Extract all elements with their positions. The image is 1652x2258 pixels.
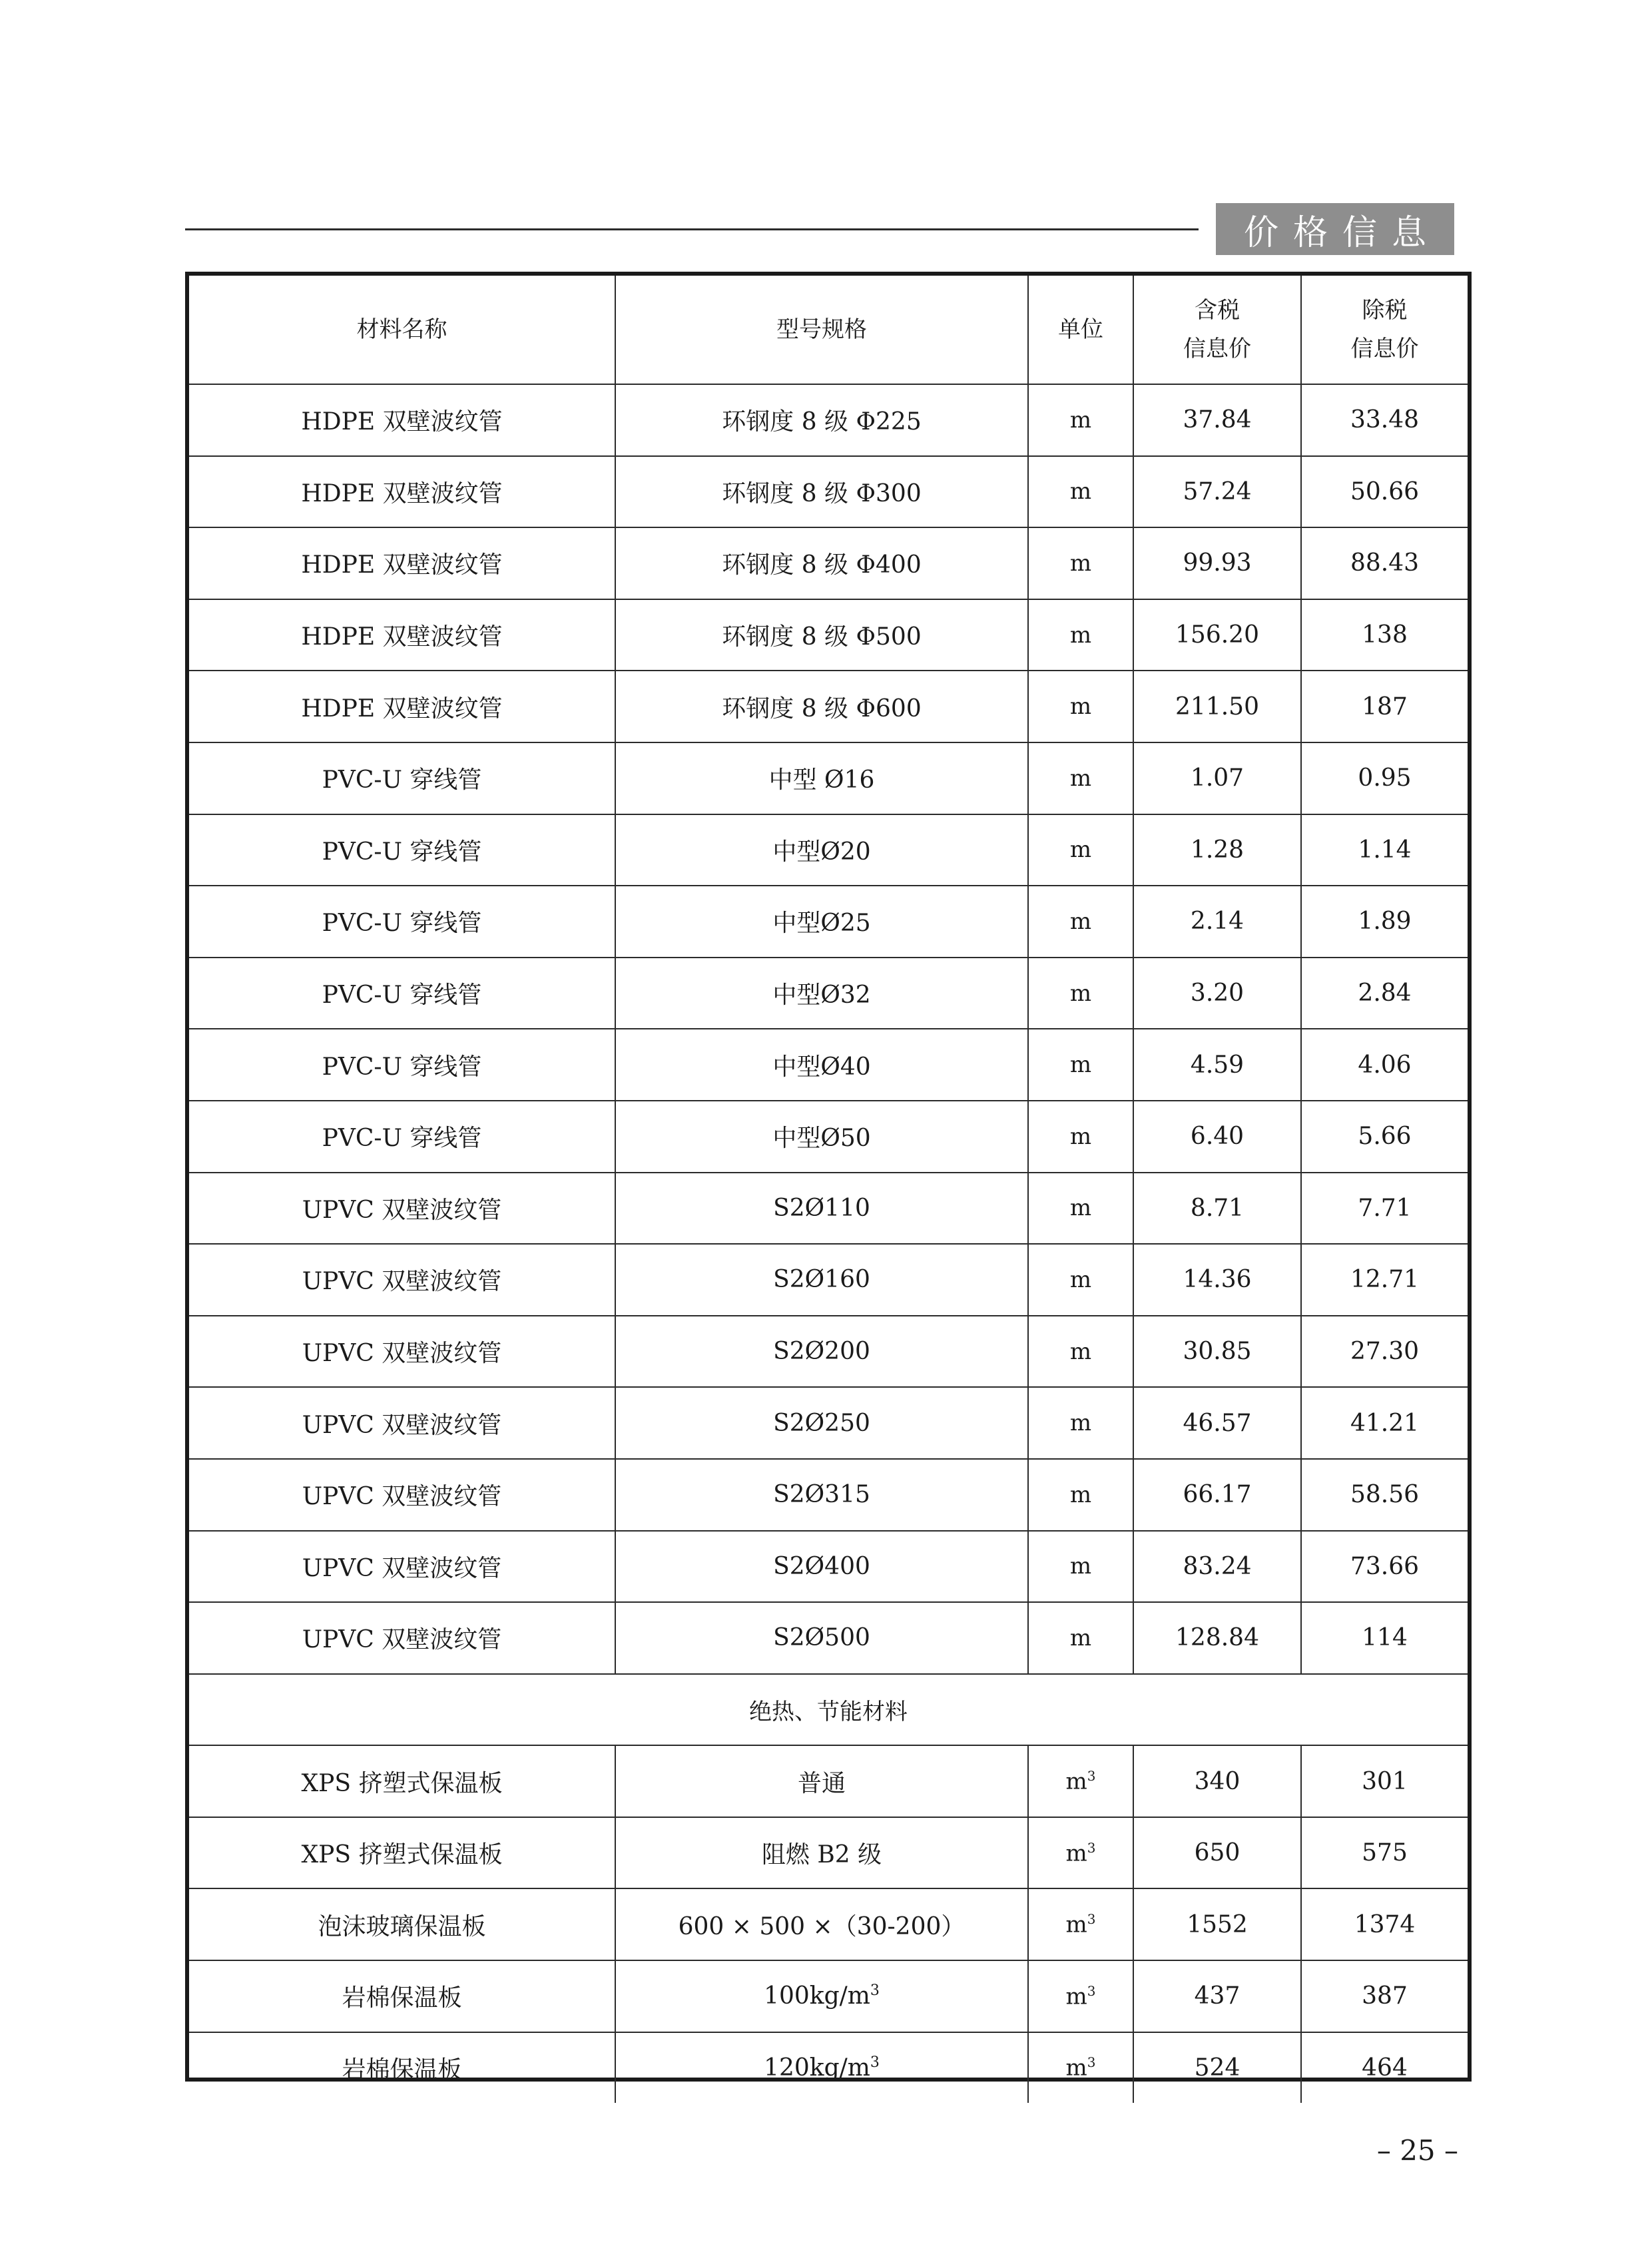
cell-spec xyxy=(615,1531,1028,1603)
cell-unit xyxy=(1028,1531,1133,1603)
cell-tax-price-text: 128.84 xyxy=(1175,1624,1259,1652)
cell-spec-text: S2Ø200 xyxy=(773,1338,870,1366)
cell-tax-price-text: 8.71 xyxy=(1190,1194,1244,1222)
cell-material-name-text: PVC-U 穿线管 xyxy=(322,766,482,794)
cell-spec xyxy=(615,1888,1028,1960)
cell-tax-price xyxy=(1133,1244,1301,1316)
cell-spec xyxy=(615,814,1028,886)
cell-unit xyxy=(1028,1387,1133,1459)
cell-unit-text: m xyxy=(1065,1839,1087,1866)
table-row xyxy=(189,1029,1468,1101)
cell-material-name xyxy=(189,527,615,599)
cell-spec xyxy=(615,1173,1028,1245)
cell-unit xyxy=(1028,1029,1133,1101)
cell-material-name-text: 岩棉保温板 xyxy=(342,2056,462,2084)
cell-spec-text: 环钢度 8 级 Φ400 xyxy=(722,551,922,579)
cell-spec-text: S2Ø250 xyxy=(773,1409,870,1437)
cell-notax-price xyxy=(1301,384,1468,456)
section-row xyxy=(189,1674,1468,1746)
cell-material-name xyxy=(189,384,615,456)
cell-unit-text: m xyxy=(1069,1410,1092,1437)
cell-spec xyxy=(615,1244,1028,1316)
cell-spec-text: 中型Ø25 xyxy=(772,910,871,938)
cell-spec-text: 中型Ø20 xyxy=(772,838,871,866)
cell-notax-price xyxy=(1301,1602,1468,1674)
cell-material-name xyxy=(189,1244,615,1316)
cell-spec-text: S2Ø315 xyxy=(773,1481,870,1509)
cell-tax-price-text: 650 xyxy=(1194,1839,1240,1867)
table-row xyxy=(189,958,1468,1029)
table-row xyxy=(189,1387,1468,1459)
cell-tax-price-text: 4.59 xyxy=(1190,1051,1244,1079)
cell-tax-price xyxy=(1133,527,1301,599)
cell-spec-text: 普通 xyxy=(797,1769,846,1797)
cell-unit xyxy=(1028,456,1133,528)
page-number: – 25 – xyxy=(1376,2134,1458,2167)
cell-material-name-text: PVC-U 穿线管 xyxy=(322,982,482,1009)
cell-notax-price-text: 1.14 xyxy=(1358,836,1412,864)
cell-spec xyxy=(615,2032,1028,2104)
cell-tax-price xyxy=(1133,599,1301,671)
cell-notax-price-text: 387 xyxy=(1362,1982,1408,2010)
table-row xyxy=(189,599,1468,671)
cell-unit xyxy=(1028,1888,1133,1960)
cell-material-name xyxy=(189,886,615,958)
cell-spec xyxy=(615,742,1028,814)
table-row xyxy=(189,1531,1468,1603)
cell-tax-price xyxy=(1133,742,1301,814)
cell-tax-price xyxy=(1133,1602,1301,1674)
table-row xyxy=(189,1244,1468,1316)
cell-unit-text: m xyxy=(1069,1123,1092,1150)
cell-unit-text: m xyxy=(1065,1911,1087,1938)
cell-tax-price xyxy=(1133,1387,1301,1459)
cell-material-name-text: HDPE 双壁波纹管 xyxy=(301,623,503,651)
cell-unit-text: m xyxy=(1069,1051,1092,1079)
table-row xyxy=(189,1960,1468,2032)
cell-unit xyxy=(1028,599,1133,671)
cell-spec xyxy=(615,886,1028,958)
table-row xyxy=(189,1602,1468,1674)
table-row xyxy=(189,456,1468,528)
cell-material-name xyxy=(189,1745,615,1817)
cell-notax-price-text: 12.71 xyxy=(1350,1266,1420,1294)
cell-spec xyxy=(615,1602,1028,1674)
cell-unit xyxy=(1028,1960,1133,2032)
cell-material-name-text: 岩棉保温板 xyxy=(342,1984,462,2012)
cell-unit-superscript: 3 xyxy=(1087,1839,1096,1856)
cell-tax-price xyxy=(1133,958,1301,1029)
cell-material-name xyxy=(189,2032,615,2104)
cell-spec-superscript: 3 xyxy=(870,2054,880,2071)
table-row xyxy=(189,1745,1468,1817)
cell-material-name xyxy=(189,1602,615,1674)
cell-material-name-text: PVC-U 穿线管 xyxy=(322,838,482,866)
cell-unit xyxy=(1028,671,1133,742)
cell-notax-price-text: 575 xyxy=(1362,1839,1408,1867)
cell-material-name xyxy=(189,814,615,886)
cell-tax-price-text: 6.40 xyxy=(1190,1123,1244,1151)
cell-spec-text: S2Ø110 xyxy=(773,1194,870,1222)
cell-spec xyxy=(615,1316,1028,1388)
cell-tax-price xyxy=(1133,671,1301,742)
cell-spec xyxy=(615,958,1028,1029)
cell-material-name xyxy=(189,1960,615,2032)
price-table xyxy=(189,276,1468,2103)
cell-spec xyxy=(615,456,1028,528)
cell-unit-text: m xyxy=(1069,1195,1092,1222)
cell-tax-price-text: 211.50 xyxy=(1175,693,1259,720)
cell-unit xyxy=(1028,1602,1133,1674)
cell-material-name xyxy=(189,1101,615,1173)
cell-spec-text: 环钢度 8 级 Φ300 xyxy=(722,479,922,507)
cell-unit xyxy=(1028,958,1133,1029)
cell-unit-superscript: 3 xyxy=(1087,1982,1096,1999)
table-row xyxy=(189,1817,1468,1889)
cell-unit-superscript: 3 xyxy=(1087,2054,1096,2071)
cell-notax-price-text: 88.43 xyxy=(1350,549,1420,577)
cell-notax-price-text: 187 xyxy=(1362,693,1408,720)
cell-notax-price xyxy=(1301,599,1468,671)
cell-notax-price xyxy=(1301,671,1468,742)
cell-material-name xyxy=(189,1173,615,1245)
cell-tax-price xyxy=(1133,1531,1301,1603)
cell-unit xyxy=(1028,527,1133,599)
cell-tax-price-text: 30.85 xyxy=(1183,1338,1252,1366)
cell-unit xyxy=(1028,742,1133,814)
cell-spec xyxy=(615,1029,1028,1101)
header-rule xyxy=(185,228,1199,230)
cell-unit-text: m xyxy=(1069,549,1092,577)
cell-unit-superscript: 3 xyxy=(1087,1767,1096,1784)
cell-unit xyxy=(1028,1101,1133,1173)
cell-notax-price xyxy=(1301,1745,1468,1817)
cell-notax-price xyxy=(1301,1387,1468,1459)
cell-tax-price xyxy=(1133,1888,1301,1960)
cell-material-name-text: UPVC 双壁波纹管 xyxy=(302,1626,502,1654)
cell-notax-price xyxy=(1301,958,1468,1029)
cell-unit-text: m xyxy=(1069,980,1092,1007)
table-row xyxy=(189,814,1468,886)
cell-notax-price xyxy=(1301,1244,1468,1316)
cell-notax-price xyxy=(1301,1817,1468,1889)
cell-tax-price-text: 46.57 xyxy=(1183,1409,1252,1437)
cell-unit-superscript: 3 xyxy=(1087,1911,1096,1928)
cell-unit-text: m xyxy=(1069,621,1092,649)
cell-tax-price-text: 3.20 xyxy=(1190,980,1244,1007)
cell-material-name xyxy=(189,671,615,742)
cell-material-name-text: PVC-U 穿线管 xyxy=(322,910,482,938)
table-row xyxy=(189,742,1468,814)
cell-spec xyxy=(615,599,1028,671)
cell-notax-price-text: 464 xyxy=(1362,2054,1408,2082)
cell-material-name xyxy=(189,742,615,814)
table-row xyxy=(189,384,1468,456)
cell-notax-price-text: 41.21 xyxy=(1350,1409,1420,1437)
cell-tax-price xyxy=(1133,1745,1301,1817)
cell-unit-text: m xyxy=(1069,908,1092,935)
cell-material-name-text: UPVC 双壁波纹管 xyxy=(302,1411,502,1439)
cell-material-name-text: UPVC 双壁波纹管 xyxy=(302,1268,502,1296)
cell-unit-text: m xyxy=(1069,836,1092,864)
cell-spec-text: 120kg/m xyxy=(764,2054,870,2082)
table-row xyxy=(189,527,1468,599)
cell-unit-text: m xyxy=(1069,764,1092,792)
table-row xyxy=(189,671,1468,742)
cell-material-name-text: XPS 挤塑式保温板 xyxy=(301,1841,503,1869)
cell-unit-text: m xyxy=(1065,1983,1087,2010)
cell-notax-price xyxy=(1301,814,1468,886)
cell-unit xyxy=(1028,814,1133,886)
cell-notax-price xyxy=(1301,456,1468,528)
cell-spec xyxy=(615,1387,1028,1459)
column-header-notax-price: 除税 信息价 xyxy=(1301,276,1468,384)
cell-notax-price-text: 58.56 xyxy=(1350,1481,1420,1509)
cell-material-name-text: UPVC 双壁波纹管 xyxy=(302,1554,502,1582)
cell-tax-price-text: 156.20 xyxy=(1175,621,1259,649)
cell-notax-price xyxy=(1301,1316,1468,1388)
cell-spec xyxy=(615,1459,1028,1531)
cell-notax-price-text: 50.66 xyxy=(1350,477,1420,505)
cell-unit xyxy=(1028,886,1133,958)
column-header-unit: 单位 xyxy=(1028,276,1133,384)
cell-notax-price xyxy=(1301,1173,1468,1245)
table-body xyxy=(189,384,1468,2103)
cell-tax-price xyxy=(1133,1960,1301,2032)
cell-material-name-text: HDPE 双壁波纹管 xyxy=(301,408,503,436)
cell-tax-price xyxy=(1133,1173,1301,1245)
cell-material-name xyxy=(189,1029,615,1101)
cell-spec xyxy=(615,1960,1028,2032)
cell-tax-price xyxy=(1133,886,1301,958)
cell-spec-text: 中型Ø40 xyxy=(772,1053,871,1081)
cell-tax-price-text: 2.14 xyxy=(1190,908,1244,936)
cell-material-name-text: XPS 挤塑式保温板 xyxy=(301,1769,503,1797)
cell-material-name xyxy=(189,1387,615,1459)
cell-notax-price xyxy=(1301,2032,1468,2104)
cell-notax-price xyxy=(1301,1531,1468,1603)
cell-notax-price xyxy=(1301,527,1468,599)
cell-unit xyxy=(1028,1817,1133,1889)
cell-material-name-text: PVC-U 穿线管 xyxy=(322,1053,482,1081)
cell-tax-price-text: 1.07 xyxy=(1190,764,1244,792)
cell-material-name xyxy=(189,958,615,1029)
cell-spec-text: S2Ø400 xyxy=(773,1552,870,1580)
cell-tax-price-text: 340 xyxy=(1194,1767,1240,1795)
cell-notax-price-text: 301 xyxy=(1362,1767,1408,1795)
cell-unit xyxy=(1028,1745,1133,1817)
table-row xyxy=(189,886,1468,958)
cell-material-name xyxy=(189,1888,615,1960)
cell-material-name-text: HDPE 双壁波纹管 xyxy=(301,695,503,722)
cell-notax-price xyxy=(1301,1029,1468,1101)
cell-material-name-text: PVC-U 穿线管 xyxy=(322,1125,482,1153)
table-header-row xyxy=(189,276,1468,384)
cell-spec-text: 环钢度 8 级 Φ225 xyxy=(722,408,922,436)
cell-spec-text: 中型Ø50 xyxy=(772,1125,871,1153)
cell-spec-text: 环钢度 8 级 Φ600 xyxy=(722,695,922,722)
cell-spec-text: 环钢度 8 级 Φ500 xyxy=(722,623,922,651)
cell-notax-price xyxy=(1301,1459,1468,1531)
cell-notax-price-text: 7.71 xyxy=(1358,1194,1412,1222)
cell-notax-price xyxy=(1301,1960,1468,2032)
cell-unit xyxy=(1028,2032,1133,2104)
cell-notax-price xyxy=(1301,1888,1468,1960)
cell-unit xyxy=(1028,384,1133,456)
cell-notax-price-text: 5.66 xyxy=(1358,1123,1412,1151)
cell-spec-superscript: 3 xyxy=(870,1982,880,2000)
table-row xyxy=(189,1888,1468,1960)
cell-notax-price-text: 73.66 xyxy=(1350,1552,1420,1580)
cell-tax-price xyxy=(1133,1101,1301,1173)
cell-tax-price-text: 57.24 xyxy=(1183,477,1252,505)
cell-unit-text: m xyxy=(1069,1553,1092,1580)
cell-spec-text: S2Ø160 xyxy=(773,1266,870,1294)
cell-tax-price-text: 437 xyxy=(1194,1982,1240,2010)
cell-material-name-text: UPVC 双壁波纹管 xyxy=(302,1483,502,1511)
cell-tax-price xyxy=(1133,2032,1301,2104)
table-row xyxy=(189,1101,1468,1173)
cell-unit-text: m xyxy=(1065,2054,1087,2082)
cell-unit-text: m xyxy=(1065,1768,1087,1795)
cell-unit-text: m xyxy=(1069,1266,1092,1293)
cell-notax-price xyxy=(1301,1101,1468,1173)
cell-tax-price xyxy=(1133,1029,1301,1101)
cell-spec-text: S2Ø500 xyxy=(773,1624,870,1652)
table-row xyxy=(189,1173,1468,1245)
cell-unit xyxy=(1028,1244,1133,1316)
cell-notax-price xyxy=(1301,742,1468,814)
cell-spec-text: 中型Ø32 xyxy=(772,982,871,1009)
cell-tax-price-text: 83.24 xyxy=(1183,1552,1252,1580)
cell-tax-price-text: 14.36 xyxy=(1183,1266,1252,1294)
cell-material-name-text: UPVC 双壁波纹管 xyxy=(302,1340,502,1368)
cell-spec-text: 阻燃 B2 级 xyxy=(761,1841,882,1869)
cell-tax-price-text: 1552 xyxy=(1187,1910,1248,1938)
cell-spec-text: 600 × 500 ×（30-200） xyxy=(678,1912,965,1940)
cell-notax-price-text: 4.06 xyxy=(1358,1051,1412,1079)
table-row xyxy=(189,1316,1468,1388)
cell-notax-price-text: 114 xyxy=(1362,1624,1408,1652)
cell-tax-price xyxy=(1133,384,1301,456)
cell-material-name-text: 泡沫玻璃保温板 xyxy=(318,1912,486,1940)
cell-material-name-text: UPVC 双壁波纹管 xyxy=(302,1196,502,1224)
cell-notax-price-text: 0.95 xyxy=(1358,764,1412,792)
cell-tax-price xyxy=(1133,1316,1301,1388)
cell-material-name xyxy=(189,599,615,671)
cell-spec xyxy=(615,671,1028,742)
column-header-spec: 型号规格 xyxy=(615,276,1028,384)
cell-unit xyxy=(1028,1316,1133,1388)
cell-unit xyxy=(1028,1173,1133,1245)
price-table-frame xyxy=(185,272,1472,2082)
cell-material-name xyxy=(189,456,615,528)
section-label: 价格信息 xyxy=(1216,203,1454,255)
cell-spec xyxy=(615,1817,1028,1889)
cell-spec xyxy=(615,1745,1028,1817)
section-title: 绝热、节能材料 xyxy=(189,1674,1468,1746)
cell-spec-text: 中型 Ø16 xyxy=(768,766,875,794)
table-row xyxy=(189,1459,1468,1531)
cell-tax-price-text: 99.93 xyxy=(1183,549,1252,577)
cell-tax-price xyxy=(1133,456,1301,528)
cell-unit-text: m xyxy=(1069,1338,1092,1365)
cell-unit-text: m xyxy=(1069,406,1092,433)
cell-notax-price-text: 138 xyxy=(1362,621,1408,649)
cell-tax-price xyxy=(1133,1459,1301,1531)
cell-tax-price-text: 1.28 xyxy=(1190,836,1244,864)
column-header-name: 材料名称 xyxy=(189,276,615,384)
cell-material-name xyxy=(189,1817,615,1889)
cell-material-name xyxy=(189,1459,615,1531)
cell-spec-text: 100kg/m xyxy=(764,1982,870,2010)
cell-notax-price-text: 1.89 xyxy=(1358,908,1412,936)
cell-notax-price-text: 33.48 xyxy=(1350,406,1420,434)
cell-unit-text: m xyxy=(1069,693,1092,720)
cell-tax-price xyxy=(1133,814,1301,886)
cell-material-name-text: HDPE 双壁波纹管 xyxy=(301,479,503,507)
cell-notax-price xyxy=(1301,886,1468,958)
cell-material-name xyxy=(189,1531,615,1603)
cell-material-name xyxy=(189,1316,615,1388)
cell-spec xyxy=(615,384,1028,456)
column-header-tax-price: 含税 信息价 xyxy=(1133,276,1301,384)
cell-tax-price xyxy=(1133,1817,1301,1889)
cell-tax-price-text: 37.84 xyxy=(1183,406,1252,434)
cell-tax-price-text: 524 xyxy=(1194,2054,1240,2082)
cell-tax-price-text: 66.17 xyxy=(1183,1481,1252,1509)
cell-spec xyxy=(615,1101,1028,1173)
cell-notax-price-text: 27.30 xyxy=(1350,1338,1420,1366)
cell-unit-text: m xyxy=(1069,478,1092,505)
cell-unit-text: m xyxy=(1069,1481,1092,1508)
table-row xyxy=(189,2032,1468,2104)
cell-spec xyxy=(615,527,1028,599)
cell-unit xyxy=(1028,1459,1133,1531)
cell-notax-price-text: 1374 xyxy=(1354,1910,1416,1938)
cell-unit-text: m xyxy=(1069,1624,1092,1651)
cell-material-name-text: HDPE 双壁波纹管 xyxy=(301,551,503,579)
cell-notax-price-text: 2.84 xyxy=(1358,980,1412,1007)
